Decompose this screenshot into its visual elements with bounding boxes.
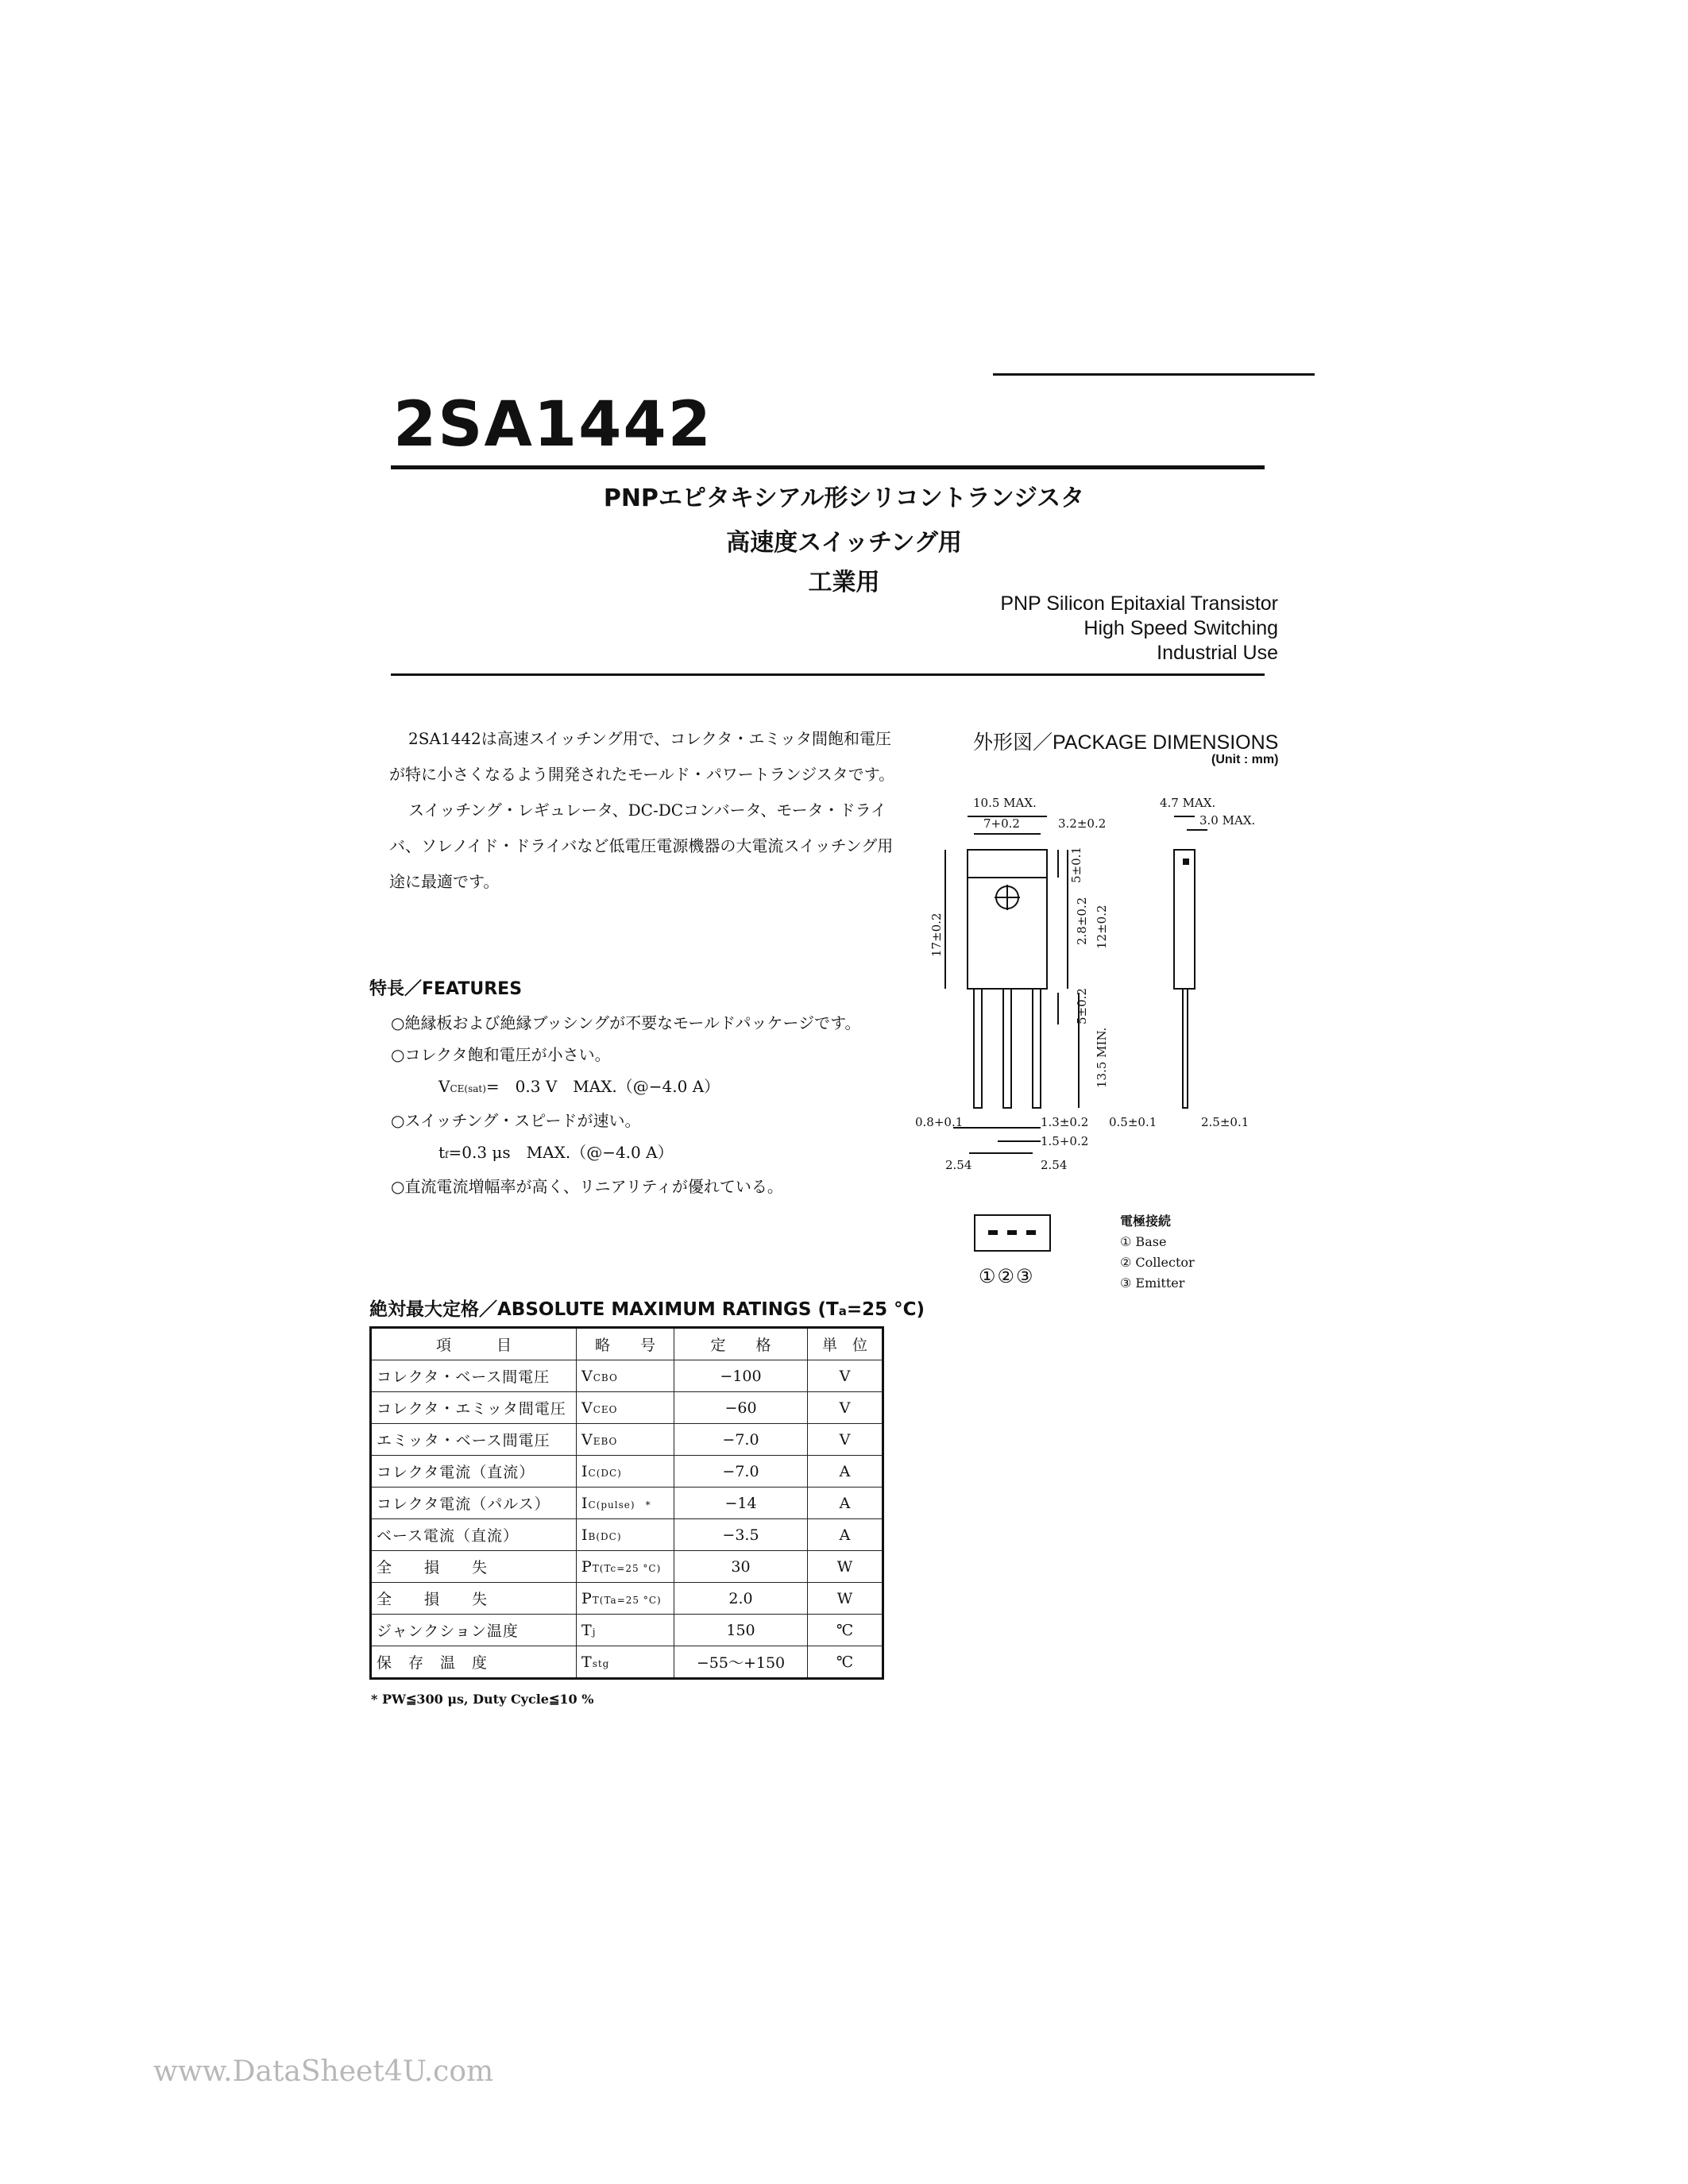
- intro-paragraph-2: スイッチング・レギュレータ、DC-DCコンバータ、モータ・ドライバ、ソレノイド・ドライバなど低電圧電源機器の大電流スイッチング用途に最適です。: [389, 801, 894, 891]
- dim-0-5: 0.5±0.1: [1109, 1115, 1157, 1129]
- pin-base: ① Base: [1120, 1234, 1167, 1249]
- col-item: 項 目: [371, 1328, 577, 1360]
- table-row: エミッタ・ベース間電圧 VEBO −7.0 V: [371, 1424, 883, 1456]
- feature-item-1: ○絶縁板および絶縁ブッシングが不要なモールドパッケージです。: [391, 1013, 861, 1032]
- col-rating: 定 格: [674, 1328, 808, 1360]
- dim-3-0-max: 3.0 MAX.: [1199, 813, 1256, 828]
- table-row: ジャンクション温度 Tj 150 ℃: [371, 1615, 883, 1646]
- package-drawing: [915, 786, 1287, 1199]
- pin-layout-drawing: [971, 1211, 1058, 1259]
- dim-2-8: 2.8±0.2: [1075, 897, 1089, 945]
- absolute-max-ratings-table: [369, 1326, 884, 1680]
- dim-4-7-max: 4.7 MAX.: [1160, 796, 1216, 810]
- feature-item-3: ○スイッチング・スピードが速い。: [391, 1111, 641, 1130]
- table-row: 保 存 温 度 Tstg −55〜+150 ℃: [371, 1646, 883, 1679]
- subtitle-en-1: PNP Silicon Epitaxial Transistor: [1000, 592, 1278, 615]
- table-row: 全 損 失 PT(Ta=25 °C) 2.0 W: [371, 1583, 883, 1615]
- ratings-heading: 絶対最大定格／ABSOLUTE MAXIMUM RATINGS (Ta=25 °C): [369, 1299, 925, 1320]
- intro-text: [389, 721, 898, 900]
- dim-1-3: 1.3±0.2: [1041, 1115, 1089, 1129]
- pin-connection-list: [1120, 1211, 1195, 1294]
- dim-0-8: 0.8+0.1: [915, 1115, 964, 1129]
- part-number-title: 2SA1442: [393, 389, 713, 461]
- subtitle-en-3: Industrial Use: [1157, 642, 1278, 664]
- subtitle-jp-1: PNPエピタキシアル形シリコントランジスタ: [603, 484, 1085, 512]
- features-heading: 特長／FEATURES: [369, 979, 523, 999]
- table-row: 全 損 失 PT(Tc=25 °C) 30 W: [371, 1551, 883, 1583]
- intro-paragraph-1: 2SA1442は高速スイッチング用で、コレクタ・エミッタ間飽和電圧が特に小さくなるよう開発されたモールド・パワートランジスタです。: [389, 729, 895, 784]
- dim-12: 12±0.2: [1095, 905, 1109, 949]
- tf-spec: tf=0.3 μs MAX.（@−4.0 A）: [438, 1143, 674, 1162]
- dim-3-2: 3.2±0.2: [1058, 816, 1107, 831]
- package-heading: 外形図／PACKAGE DIMENSIONS: [973, 731, 1279, 754]
- col-unit: 単 位: [808, 1328, 883, 1360]
- top-right-rule: [993, 373, 1315, 376]
- title-underline: [391, 465, 1265, 469]
- table-row: コレクタ電流（直流） IC(DC) −7.0 A: [371, 1456, 883, 1488]
- package-unit: (Unit : mm): [1211, 753, 1279, 766]
- subtitle-en-2: High Speed Switching: [1083, 617, 1278, 639]
- pin-numbers: ①②③: [979, 1265, 1035, 1287]
- table-row: コレクタ・エミッタ間電圧 VCEO −60 V: [371, 1392, 883, 1424]
- dim-2-5: 2.5±0.1: [1201, 1115, 1250, 1129]
- pin-heading: 電極接続: [1120, 1214, 1172, 1229]
- subtitle-jp-3: 工業用: [808, 569, 880, 596]
- table-row: ベース電流（直流） IB(DC) −3.5 A: [371, 1519, 883, 1551]
- dim-7: 7+0.2: [983, 816, 1020, 831]
- dim-2-54-b: 2.54: [1041, 1158, 1068, 1172]
- pin-emitter: ③ Emitter: [1120, 1275, 1185, 1291]
- dim-5-b: 5±0.2: [1075, 988, 1089, 1024]
- dim-5-a: 5±0.1: [1069, 847, 1083, 883]
- subtitle-jp-2: 高速度スイッチング用: [726, 529, 962, 557]
- dim-10-5-max: 10.5 MAX.: [973, 796, 1037, 810]
- col-symbol: 略 号: [577, 1328, 674, 1360]
- dim-2-54-a: 2.54: [945, 1158, 972, 1172]
- table-row: コレクタ・ベース間電圧 VCBO −100 V: [371, 1360, 883, 1392]
- feature-item-2: ○コレクタ飽和電圧が小さい。: [391, 1045, 611, 1064]
- dim-1-5: 1.5+0.2: [1041, 1134, 1089, 1148]
- features-list: [391, 1007, 907, 1202]
- table-row: コレクタ電流（パルス） IC(pulse) * −14 A: [371, 1488, 883, 1519]
- dim-13-5-min: 13.5 MIN.: [1095, 1027, 1109, 1088]
- feature-item-4: ○直流電流増幅率が高く、リニアリティが優れている。: [391, 1177, 783, 1196]
- header-bottom-rule: [391, 673, 1265, 676]
- dim-17: 17±0.2: [929, 913, 944, 957]
- vce-sat-spec: VCE(sat)= 0.3 V MAX.（@−4.0 A）: [438, 1077, 720, 1096]
- table-header-row: [371, 1328, 883, 1360]
- watermark-text: www.DataSheet4U.com: [153, 2055, 494, 2088]
- ratings-footnote: * PW≦300 μs, Duty Cycle≦10 %: [371, 1692, 594, 1707]
- pin-collector: ② Collector: [1120, 1255, 1195, 1270]
